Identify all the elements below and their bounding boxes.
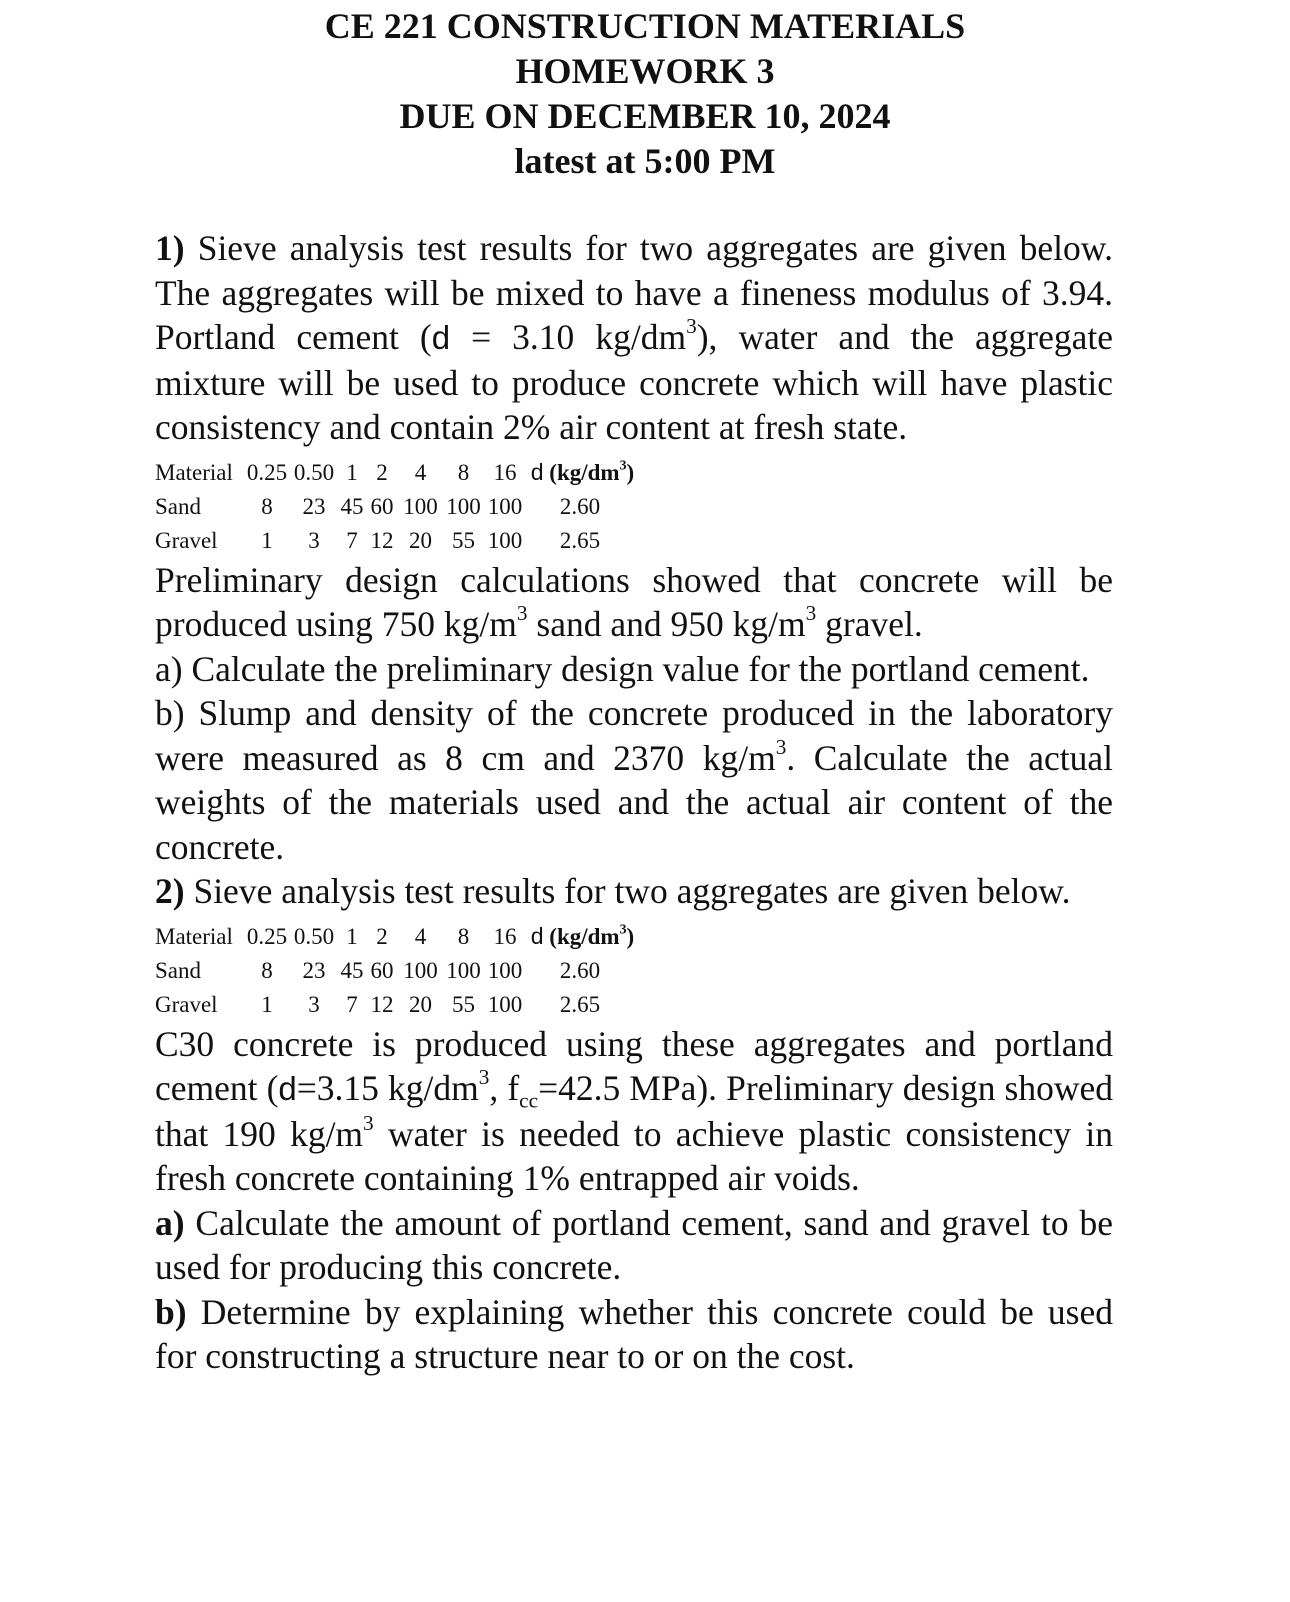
table-header-row: Material 0.25 0.50 1 2 4 8 16 d $(kg/dm^3)$ <box>155 456 635 490</box>
q2-part-a: a) Calculate the amount of portland cement, sand and gravel to be used for producing this concrete. <box>155 1202 1113 1287</box>
sieve-table-2 <box>155 920 635 1022</box>
q1-preliminary: Preliminary design calculations showed that concrete will be produced using 750 $kg/m^3$ sand and 950 $kg/m^3$ gravel. <box>155 559 1113 644</box>
table-row: Sand 8 23 45 60 100 100 100 2.60 <box>155 493 601 519</box>
density-header: d $(kg/dm^3)$ <box>530 457 635 485</box>
sieve-table-1 <box>155 456 635 558</box>
q2-number: 2) <box>155 871 185 911</box>
q1-part-a: a) Calculate the preliminary design value for the portland cement. <box>155 648 1090 689</box>
table-row: Gravel 1 3 7 12 20 55 100 2.65 <box>155 991 601 1017</box>
table-header-row: Material 0.25 0.50 1 2 4 8 16 d $(kg/dm^3)$ <box>155 920 635 954</box>
course-title: CE 221 CONSTRUCTION MATERIALS <box>324 6 966 46</box>
q1-number: 1) <box>155 228 185 268</box>
table-row: Gravel 1 3 7 12 20 55 100 2.65 <box>155 527 601 553</box>
q2-part-b: b) Determine by explaining whether this concrete could be used for constructing a structure near to or on the cost. <box>155 1291 1113 1376</box>
table-row: Sand 8 23 45 60 100 100 100 2.60 <box>155 957 601 983</box>
document-header <box>0 4 1290 184</box>
homework-title: HOMEWORK 3 <box>515 51 775 91</box>
due-time: latest at 5:00 PM <box>514 141 776 181</box>
q1-intro: 1) Sieve analysis test results for two aggregates are given below. The aggregates will be mixed to have a fineness modulus of 3.94. Portland cement (d = 3.10 $kg/dm^3$), water and the aggregate mixture will be used to produce concrete which will have plastic consistency and contain 2% air content at fresh state. <box>155 228 1113 447</box>
q2-c30-description: C30 concrete is produced using these aggregates and portland cement (d=3.15 $kg/dm^3$, $f_{cc}=42.5$ MPa). Preliminary design showed that 190 $kg/m^3$ water is needed to achieve plastic consistency in fresh concrete containing 1% entrapped air voids. <box>155 1023 1114 1198</box>
q1-part-b: b) Slump and density of the concrete produced in the laboratory were measured as 8 cm and 2370 $kg/m^3$. Calculate the actual weights of the materials used and the actual air content of the concrete. <box>155 693 1113 867</box>
due-date: DUE ON DECEMBER 10, 2024 <box>399 96 891 136</box>
document-body <box>155 226 1113 1379</box>
density-header: d $(kg/dm^3)$ <box>530 921 635 949</box>
density-symbol: d <box>431 319 451 356</box>
q2-intro: 2) Sieve analysis test results for two aggregates are given below. <box>155 871 1071 911</box>
